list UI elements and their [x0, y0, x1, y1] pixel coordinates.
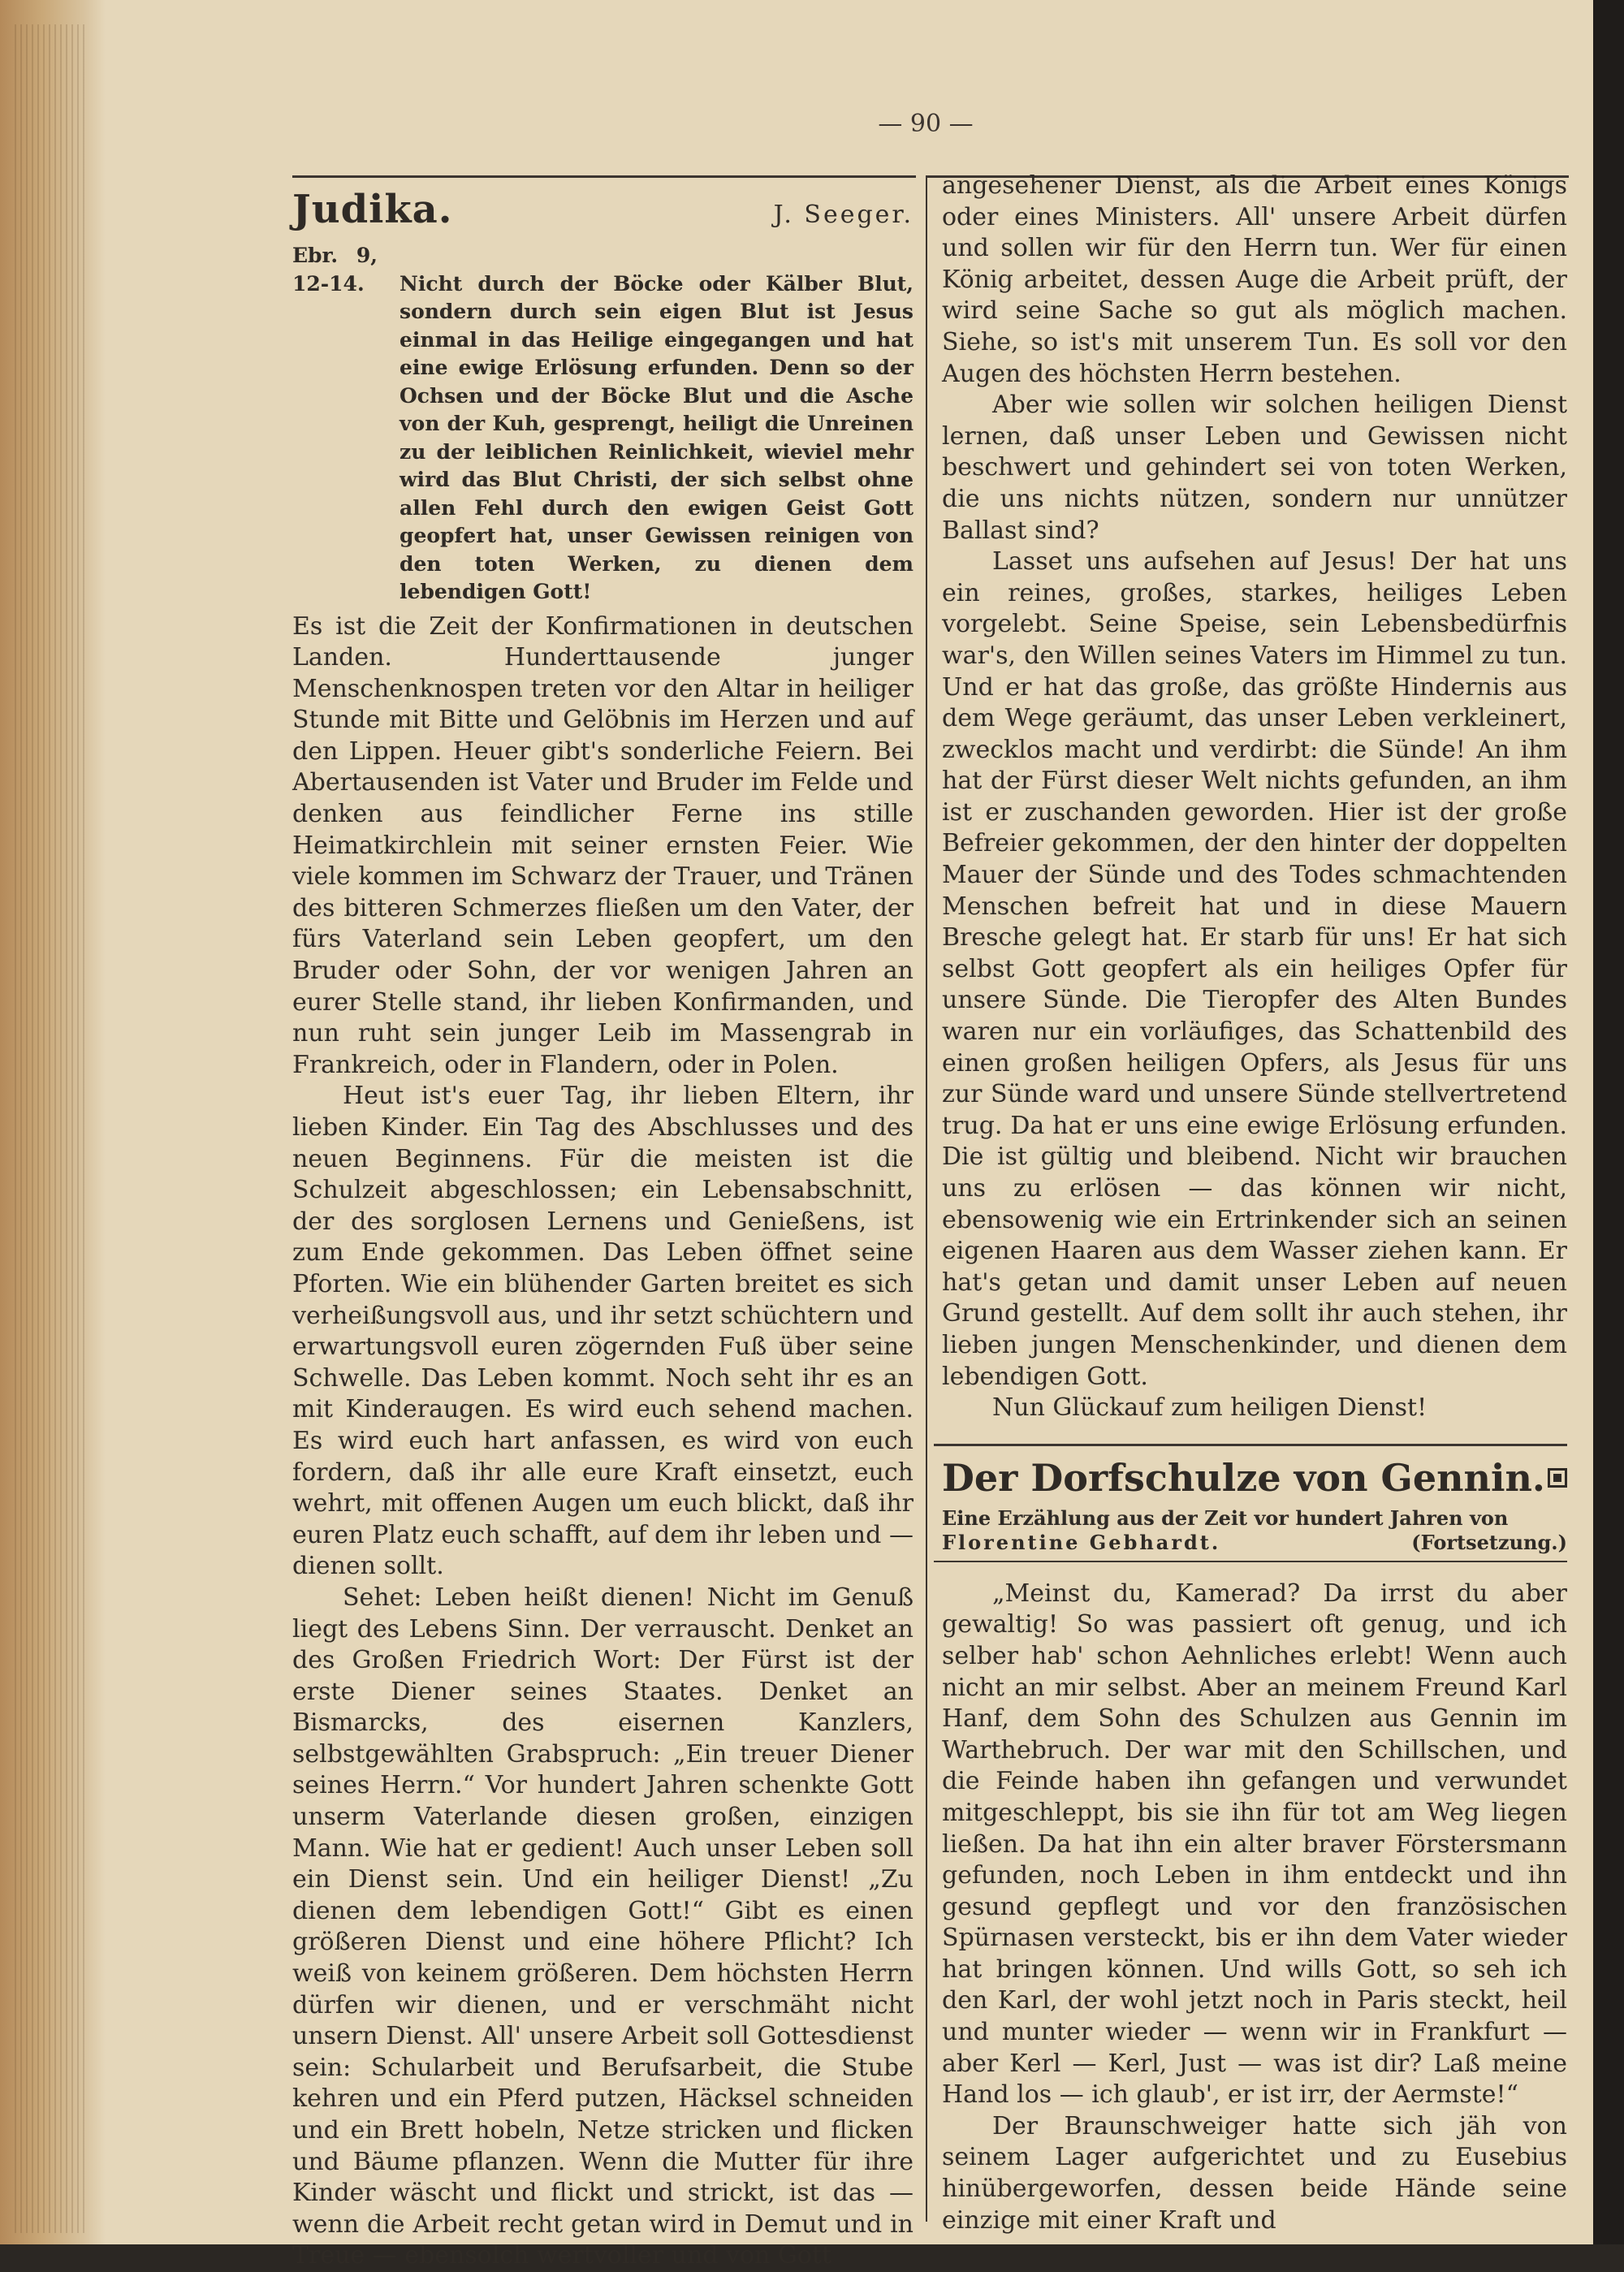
- scripture-text: Nicht durch der Böcke oder Kälber Blut, sondern durch sein eigen Blut ist Jesus einmal in das Heilige eingegangen und hat eine ewige Erlösung erfunden. Denn so der Ochsen und der Böcke Blut und die Asche von der Kuh, gesprengt, heiligt die Unreinen zu der leiblichen Reinlichkeit, wieviel mehr wird das Blut Christi, der sich selbst ohne allen Fehl durch den ewigen Geist Gott geopfert hat, unser Gewissen reinigen von den toten Werken, zu dienen dem lebendigen Gott!: [400, 271, 914, 603]
- sermon-column: [292, 187, 914, 2272]
- story-title-row: [942, 1456, 1567, 1500]
- story-paragraph: „Meinst du, Kamerad? Da irrst du aber gewaltig! So was passiert oft genug, und ich selber hab' schon Aehnliches erlebt! Wenn auch nicht an mir selbst. Aber an meinem Freund Karl Hanf, dem Sohn des Schulzen aus Gennin im Warthebruch. Der war mit den Schillschen, und die Feinde haben ihn gefangen und verwundet mitgeschleppt, bis sie ihn für tot am Weg liegen ließen. Da hat ihn ein alter braver Förstersmann gefunden, noch Leben in ihm entdeckt und ihn gesund gepflegt und vor den französischen Spürnasen versteckt, bis er ihn dem Vater wieder hat bringen können. Und wills Gott, so seh ich den Karl, der wohl jetzt noch in Paris steckt, heil und munter wieder — wenn wir in Frankfurt — aber Kerl — Kerl, Just — was ist dir? Laß meine Hand los — ich glaub', er ist irr, der Aermste!“: [942, 1579, 1567, 2110]
- story-header: [942, 1456, 1567, 1554]
- sermon-paragraph: angesehener Dienst, als die Arbeit eines Königs oder eines Ministers. All' unsere Arbeit dürfen und sollen wir für den Herrn tun. Wer für einen König arbeitet, dessen Auge die Arbeit prüft, der wird seine Sache so gut als möglich machen. Siehe, so ist's mit unserem Tun. Es soll vor den Augen des höchsten Herrn bestehen.: [942, 171, 1567, 388]
- sermon-header: [292, 187, 914, 232]
- story-author: Florentine Gebhardt.: [942, 1530, 1221, 1554]
- sermon-paragraph: Heut ist's euer Tag, ihr lieben Eltern, ihr lieben Kinder. Ein Tag des Abschlusses und des neuen Beginnens. Für die meisten ist die Schulzeit abgeschlossen; ein Lebensabschnitt, der des sorglosen Lernens und Genießens, ist zum Ende gekommen. Das Leben öffnet seine Pforten. Wie ein blühender Garten breitet es sich verheißungsvoll aus, und ihr setzt schüchtern und erwartungsvoll euren zögernden Fuß über seine Schwelle. Das Leben kommt. Noch seht ihr es an mit Kinderaugen. Es wird euch sehend machen. Es wird euch hart anfassen, es wird von euch fordern, daß ihr alle eure Kraft einsetzt, euch wehrt, mit offenen Augen um euch blickt, daß ihr euren Platz euch schafft, auf dem ihr leben und — dienen sollt.: [292, 1082, 914, 1581]
- page-number: — 90 —: [878, 110, 974, 138]
- sermon-paragraph: Aber wie sollen wir solchen heiligen Dienst lernen, daß unser Leben und Gewissen nicht beschwert und gehindert sei von toten Werken, die uns nichts nützen, sondern nur unnützer Ballast sind?: [942, 391, 1567, 545]
- sermon-paragraph: Nun Glückauf zum heiligen Dienst!: [992, 1393, 1427, 1423]
- sermon-author: J. Seeger.: [773, 201, 914, 229]
- sermon-paragraph: Lasset uns aufsehen auf Jesus! Der hat uns ein reines, großes, starkes, heiliges Leben vorgelebt. Seine Speise, sein Lebensbedürfnis war's, den Willen seines Vaters im Himmel zu tun. Und er hat das große, das größte Hindernis aus dem Wege geräumt, das unser Leben verkleinert, zwecklos macht und verdirbt: die Sünde! An ihm hat der Fürst dieser Welt nichts gefunden, an ihm ist er zuschanden geworden. Hier ist der große Befreier gekommen, der den hinter der doppelten Mauer der Sünde und des Todes schmachtenden Menschen befreit hat und in diese Mauern Bresche gelegt hat. Er starb für uns! Er hat sich selbst Gott geopfert als ein heiliges Opfer für unsere Sünde. Die Tieropfer des Alten Bundes waren nur ein vorläufiges, das Schattenbild des einen großen heiligen Opfers, als Jesus für uns zur Sünde ward und unsere Sünde stellvertretend trug. Da hat er uns eine ewige Erlösung erfunden. Die ist gültig und bleibend. Nicht wir brauchen uns zu erlösen — das können wir nicht, ebensowenig wie ein Ertrinkender sich an seinen eigenen Haaren aus dem Wasser ziehen kann. Er hat's getan und damit unser Leben auf neuen Grund gestellt. Auf dem sollt ihr auch stehen, ihr lieben jungen Menschenkinder, und dienen dem lebendigen Gott.: [942, 547, 1567, 1391]
- scan-background-edge: [1593, 0, 1624, 2244]
- sermon-paragraph: Sehet: Leben heißt dienen! Nicht im Genuß liegt des Lebens Sinn. Der verrauscht. Denket an des Großen Friedrich Wort: Der Fürst ist der erste Diener seines Staates. Denket an Bismarcks, des eisernen Kanzlers, selbstgewählten Grabspruch: „Ein treuer Diener seines Herrn.“ Vor hundert Jahren schenkte Gott unserm Vaterlande diesen großen, einzigen Mann. Wie hat er gedient! Auch unser Leben soll ein Dienst sein. Und ein heiliger Dienst! „Zu dienen dem lebendigen Gott!“ Gibt es einen größeren Dienst und eine höhere Pflicht? Ich weiß von keinem größeren. Dem höchsten Herrn dürfen wir dienen, und er verschmäht nicht unsern Dienst. All' unsere Arbeit soll Gottesdienst sein: Schularbeit und Berufsarbeit, die Stube kehren und ein Pferd putzen, Häcksel schneiden und ein Brett hobeln, Netze stricken und flicken und Bäume pflanzen. Wenn die Mutter für ihre Kinder wäscht und flickt und strickt, ist das — wenn die Arbeit recht getan wird in Demut und in Treue — ebensolch wertvoller und von Gott: [292, 1583, 914, 2270]
- page-stack-edges: [15, 24, 88, 2233]
- story-top-rule: [934, 1444, 1567, 1446]
- column-divider: [926, 175, 927, 2222]
- story-header-rule: [934, 1561, 1567, 1562]
- right-column: [942, 171, 1567, 2236]
- sermon-paragraph: Es ist die Zeit der Konfirmationen in deutschen Landen. Hunderttausende junger Menschenknospen treten vor den Altar in heiliger Stunde mit Bitte und Gelöbnis im Herzen und auf den Lippen. Heuer gibt's sonderliche Feiern. Bei Abertausenden ist Vater und Bruder im Felde und denken aus feindlicher Ferne ins stille Heimatkirchlein mit seiner ernsten Feier. Wie viele kommen im Schwarz der Trauer, und Tränen des bitteren Schmerzes fließen um den Vater, der fürs Vaterland sein Leben geopfert, um den Bruder oder Sohn, der vor wenigen Jahren an eurer Stelle stand, ihr lieben Konfirmanden, und nun ruht sein junger Leib im Massengrab in Frankreich, oder in Flandern, oder in Polen.: [292, 611, 914, 1079]
- story-title: Der Dorfschulze von Gennin.: [942, 1455, 1545, 1500]
- sermon-title: Judika.: [292, 187, 453, 232]
- story-subtitle: Eine Erzählung aus der Zeit vor hundert Jahren von: [942, 1505, 1509, 1530]
- scripture-quote: [292, 242, 914, 607]
- square-ornament-icon: [1548, 1468, 1567, 1488]
- story-paragraph: Der Braunschweiger hatte sich jäh von seinem Lager aufgerichtet und zu Eusebius hinübergeworfen, dessen beide Hände seine einzige mit einer Kraft und: [942, 2111, 1567, 2235]
- left-column-top-rule: [292, 175, 916, 178]
- story-byline: [942, 1531, 1567, 1554]
- story-continuation: (Fortsetzung.): [1411, 1530, 1567, 1554]
- scripture-reference: Ebr. 9, 12-14.: [292, 244, 378, 296]
